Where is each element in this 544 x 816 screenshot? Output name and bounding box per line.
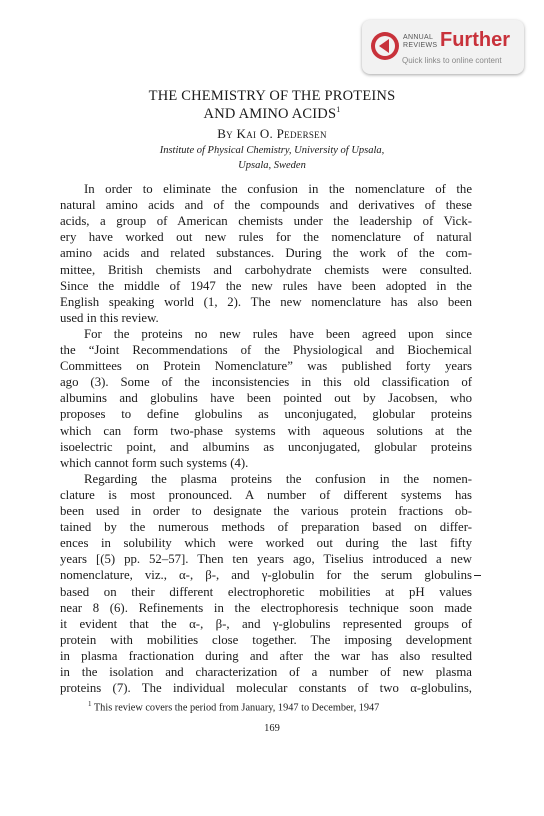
- body-line: tained by the numerous methods of preparation based on differ-: [60, 520, 472, 535]
- play-arrow-icon: [370, 31, 400, 61]
- affiliation-line-1: Institute of Physical Chemistry, University of Upsala,: [159, 145, 385, 156]
- author-name: By Kai O. Pedersen: [217, 126, 327, 141]
- body-line: Since the middle of 1947 the new rules have been adopted in the: [60, 278, 472, 293]
- body-line: which can form two-phase systems with aqueous solutions at the: [60, 423, 472, 438]
- body-line: For the proteins no new rules have been agreed upon since: [84, 326, 472, 341]
- body-line: used in this review.: [60, 310, 159, 325]
- body-line: nomenclature, viz., α-, β-, and γ-globulin for the serum globulins: [60, 568, 472, 583]
- badge-annual: ANNUAL: [403, 34, 434, 41]
- article-title-line-2: [0, 105, 544, 123]
- body-line: ences in solubility which were worked out during the last fifty: [60, 536, 472, 551]
- body-line: near 8 (6). Refinements in the electrophoresis technique soon made: [60, 600, 472, 615]
- title-footnote-marker: 1: [336, 105, 341, 114]
- affiliation-line-2: Upsala, Sweden: [238, 160, 306, 171]
- body-line: mittee, British chemists and carbohydrate chemists were consulted.: [60, 262, 472, 277]
- body-line: albumins and globulins have been pointed out by Jacobsen, who: [60, 391, 472, 406]
- body-line: isoelectric point, and albumins as unconjugated, globular proteins: [60, 439, 472, 454]
- badge-further-label: Further: [440, 29, 510, 51]
- annual-reviews-logo-text: [403, 34, 443, 50]
- footnote-marker: 1: [88, 700, 92, 709]
- body-line: In order to eliminate the confusion in the nomenclature of the: [84, 182, 472, 196]
- body-line: proteins (7). The individual molecular constants of two α-globulins,: [60, 681, 472, 696]
- body-line: natural amino acids and of the compounds and derivatives of these: [60, 198, 472, 213]
- body-line: it evident that the α-, β-, and γ-globulins represented groups of: [60, 616, 472, 631]
- badge-subtitle: Quick links to online content: [402, 56, 502, 65]
- badge-reviews: REVIEWS: [403, 42, 438, 49]
- page-number: 169: [264, 723, 280, 735]
- margin-mark: [474, 575, 481, 576]
- further-badge[interactable]: [362, 20, 524, 74]
- body-line: protein with mobilities close together. The imposing development: [60, 632, 472, 647]
- body-line: ery have worked out new rules for the nomenclature of natural: [60, 230, 472, 245]
- body-line: Committees on Protein Nomenclature” was published forty years: [60, 359, 472, 374]
- body-line: in plasma fractionation during and after the war has also resulted: [60, 648, 472, 663]
- body-line: been used in order to designate the various protein fractions ob-: [60, 504, 472, 518]
- body-line: ago (3). Some of the inconsistencies in this old classification of: [60, 375, 472, 390]
- body-line: years [(5) pp. 52–57]. Then ten years ago, Tiselius introduced a new: [60, 552, 472, 567]
- body-line: in the isolation and characterization of a number of new plasma: [60, 665, 472, 679]
- footnote: [88, 700, 379, 713]
- body-line: proposes to define globulins as unconjugated, globular proteins: [60, 407, 472, 422]
- body-line: the “Joint Recommendations of the Physiological and Biochemical: [60, 343, 472, 357]
- article-title-line-1: THE CHEMISTRY OF THE PROTEINS: [148, 88, 396, 104]
- body-line: amino acids and related substances. During the work of the com-: [60, 246, 472, 261]
- body-line: based on their different electrophoretic mobilities at pH values: [60, 584, 472, 599]
- body-line: Regarding the plasma proteins the confusion in the nomen-: [84, 471, 472, 486]
- footnote-text: This review covers the period from January, 1947 to December, 1947: [93, 702, 380, 714]
- title-line-2-text: AND AMINO ACIDS: [203, 105, 337, 122]
- body-line: English speaking world (1, 2). The new nomenclature has also been: [60, 294, 472, 309]
- body-line: which cannot form such systems (4).: [60, 455, 249, 470]
- body-line: acids, a group of American chemists under the leadership of Vick-: [60, 214, 472, 229]
- body-line: clature is most pronounced. A number of different systems has: [60, 487, 472, 502]
